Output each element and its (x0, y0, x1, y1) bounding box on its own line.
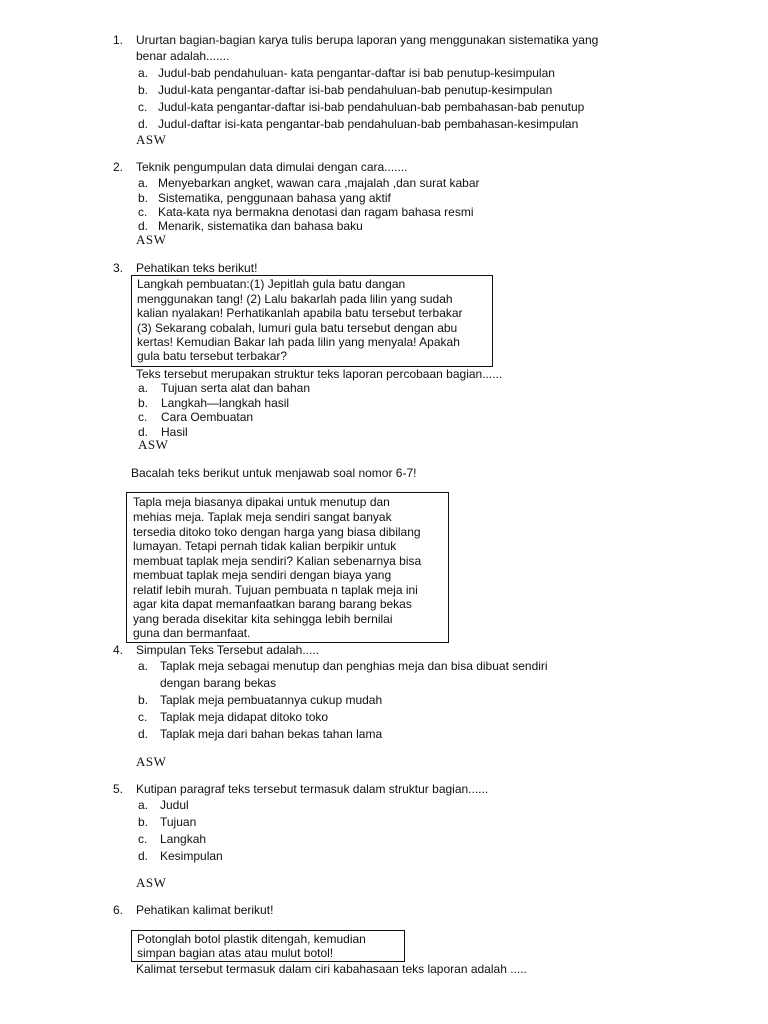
answer-label: ASW (136, 132, 167, 147)
box-line: (3) Sekarang cobalah, lumuri gula batu tersebut dengan abu (137, 321, 458, 335)
passage-instruction: Bacalah teks berikut untuk menjawab soal nomor 6-7! (131, 466, 417, 480)
option-text: Menarik, sistematika dan bahasa baku (158, 219, 363, 233)
passage-line: Tapla meja biasanya dipakai untuk menutup dan (133, 495, 390, 509)
box-line: simpan bagian atas atau mulut botol! (137, 946, 334, 960)
option-text: Cara Oembuatan (161, 410, 254, 424)
box-line: kalian nyalakan! Perhatikanlah apabila batu tersebut terbakar (137, 306, 463, 320)
option-text: Taplak meja dari bahan bekas tahan lama (160, 727, 383, 741)
option-letter: a. (138, 381, 149, 395)
option-letter: d. (138, 727, 149, 741)
passage-line: guna dan bermanfaat. (133, 626, 251, 640)
passage-box (126, 492, 449, 643)
option-letter: b. (138, 83, 149, 97)
option-letter: d. (138, 219, 149, 233)
question-number: 4. (113, 643, 124, 657)
option-letter: c. (138, 410, 148, 424)
option-text-continued: dengan barang bekas (160, 676, 277, 690)
option-letter: a. (138, 66, 149, 80)
option-letter: c. (138, 710, 148, 724)
option-letter: a. (138, 176, 149, 190)
option-text: Judul-bab pendahuluan- kata pengantar-daftar isi bab penutup-kesimpulan (158, 66, 555, 80)
question-number: 5. (113, 782, 124, 796)
passage-line: yang berada disekitar kita sehingga lebih bernilai (133, 612, 393, 626)
option-text: Langkah (160, 832, 207, 846)
option-text: Judul-daftar isi-kata pengantar-bab pendahuluan-bab pembahasan-kesimpulan (158, 117, 579, 131)
answer-label: ASW (136, 875, 167, 890)
option-letter: d. (138, 425, 149, 439)
answer-label: ASW (136, 232, 167, 247)
option-text: Judul-kata pengantar-daftar isi-bab pendahuluan-bab penutup-kesimpulan (158, 83, 553, 97)
question-number: 6. (113, 903, 124, 917)
question-text: Kutipan paragraf teks tersebut termasuk dalam struktur bagian...... (136, 782, 489, 796)
box-line: Potonglah botol plastik ditengah, kemudian (137, 932, 366, 946)
option-text: Taplak meja sebagai menutup dan penghias meja dan bisa dibuat sendiri (160, 659, 548, 673)
question-text: Ururtan bagian-bagian karya tulis berupa laporan yang menggunakan sistematika yang (136, 33, 599, 47)
option-text: Sistematika, penggunaan bahasa yang aktif (158, 191, 391, 205)
passage-line: tersedia ditoko toko dengan harga yang biasa dibilang (133, 525, 421, 539)
question-number: 1. (113, 33, 124, 47)
question-number: 3. (113, 261, 124, 275)
option-text: Taplak meja didapat ditoko toko (160, 710, 329, 724)
option-text: Kesimpulan (160, 849, 223, 863)
question-text-continued: benar adalah....... (136, 49, 230, 63)
answer-label: ASW (136, 754, 167, 769)
sentence-box (131, 930, 405, 962)
option-letter: c. (138, 100, 148, 114)
question-prompt: Kalimat tersebut termasuk dalam ciri kabahasaan teks laporan adalah ..... (136, 962, 527, 976)
box-line: kertas! Kemudian Bakar lah pada lilin yang menyala! Apakah (137, 335, 460, 349)
option-text: Tujuan (160, 815, 197, 829)
option-text: Hasil (161, 425, 188, 439)
question-prompt: Teks tersebut merupakan struktur teks laporan percobaan bagian...... (136, 367, 503, 381)
option-letter: c. (138, 832, 148, 846)
passage-line: membuat taplak meja sendiri dengan biaya yang (133, 568, 392, 582)
passage-line: lumayan. Tetapi pernah tidak kalian berpikir untuk (133, 539, 397, 553)
option-text: Langkah—langkah hasil (161, 396, 290, 410)
answer-label: ASW (138, 437, 169, 452)
option-letter: b. (138, 693, 149, 707)
option-text: Tujuan serta alat dan bahan (161, 381, 310, 395)
option-text: Kata-kata nya bermakna denotasi dan ragam bahasa resmi (158, 205, 474, 219)
option-letter: b. (138, 396, 149, 410)
box-line: Langkah pembuatan:(1) Jepitlah gula batu dangan (137, 277, 406, 291)
option-text: Judul-kata pengantar-daftar isi-bab pendahuluan-bab pembahasan-bab penutup (158, 100, 585, 114)
question-text: Pehatikan kalimat berikut! (136, 903, 274, 917)
question-text: Pehatikan teks berikut! (136, 261, 258, 275)
option-letter: a. (138, 798, 149, 812)
box-line: gula batu tersebut terbakar? (137, 349, 288, 363)
option-letter: a. (138, 659, 149, 673)
passage-line: relatif lebih murah. Tujuan pembuata n taplak meja ini (133, 583, 418, 597)
option-letter: d. (138, 849, 149, 863)
passage-line: agar kita dapat memanfaatkan barang barang bekas (133, 597, 412, 611)
text-box (131, 275, 493, 367)
option-text: Judul (160, 798, 189, 812)
passage-line: mehias meja. Taplak meja sendiri sangat banyak (133, 510, 392, 524)
question-text: Simpulan Teks Tersebut adalah..... (136, 643, 319, 657)
option-letter: c. (138, 205, 148, 219)
option-letter: b. (138, 191, 149, 205)
passage-line: membuat taplak meja sendiri? Kalian sebenarnya bisa (133, 554, 422, 568)
option-letter: b. (138, 815, 149, 829)
box-line: menggunakan tang! (2) Lalu bakarlah pada lilin yang sudah (137, 292, 453, 306)
option-letter: d. (138, 117, 149, 131)
question-number: 2. (113, 160, 124, 174)
question-text: Teknik pengumpulan data dimulai dengan cara....... (136, 160, 408, 174)
option-text: Taplak meja pembuatannya cukup mudah (160, 693, 383, 707)
option-text: Menyebarkan angket, wawan cara ,majalah ,dan surat kabar (158, 176, 480, 190)
